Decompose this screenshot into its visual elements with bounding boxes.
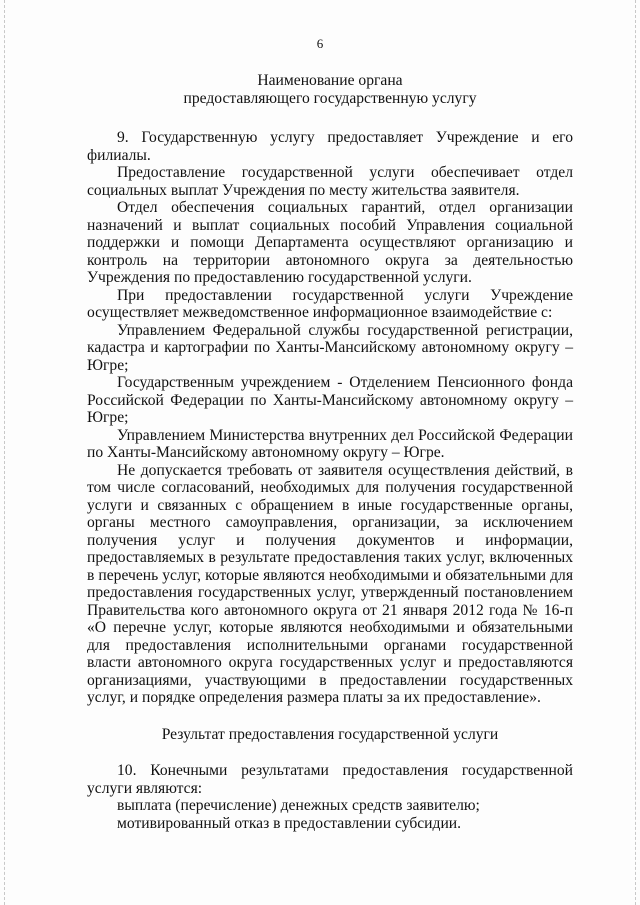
- spacer: [87, 707, 573, 726]
- page-number: 6: [316, 36, 324, 51]
- paragraph: Управлением Федеральной службы государственной регистрации, кадастра и картографии по Ханты-Мансийскому автономному округу – Югре;: [87, 321, 573, 374]
- spacer: [87, 743, 573, 762]
- paragraph: Отдел обеспечения социальных гарантий, отдел организации назначений и выплат социальных пособий Управления социальной поддержки и помощи Департамента осуществляют организацию и контроль на территории автономного округа за деятельностью Учреждения по предоставлению государственной услуги.: [87, 199, 573, 286]
- paragraph: 9. Государственную услугу предоставляет Учреждение и его филиалы.: [87, 129, 573, 164]
- scan-edge-left: [0, 0, 5, 905]
- section-heading-line: предоставляющего государственную услугу: [183, 89, 477, 107]
- paragraph: Не допускается требовать от заявителя осуществления действий, в том числе согласований, необходимых для получения государственной услуги и связанных с обращением в иные государственные органы, органы местного самоуправления, организации, за исключением получения услуг и получения документов и информации, предоставляемых в результате предоставления таких услуг, включенных в перечень услуг, которые являются необходимыми и обязательными для предоставления государственных услуг, утвержденный постановлением Правительства кого автономного округа от 21 января 2012 года № 16-п «О перечне услуг, которые являются необходимыми и обязательными для предоставления исполнительными органами государственной власти автономного округа государственных услуг и предоставляются организациями, участвующими в предоставлении государственных услуг, и порядке определения размера платы за их предоставление».: [87, 461, 573, 706]
- paragraph: выплата (перечисление) денежных средств заявителю;: [117, 797, 480, 814]
- paragraph: мотивированный отказ в предоставлении субсидии.: [117, 814, 462, 832]
- section-heading-authority: [87, 72, 573, 107]
- document-body: [87, 72, 573, 832]
- paragraph: Предоставление государственной услуги обеспечивает отдел социальных выплат Учреждения по месту жительства заявителя.: [87, 164, 573, 199]
- scan-edge-right: [635, 0, 640, 905]
- paragraph: Управлением Министерства внутренних дел Российской Федерации по Ханты-Мансийскому автономному округу – Югре.: [87, 426, 573, 461]
- paragraph: Государственным учреждением - Отделением Пенсионного фонда Российской Федерации по Ханты-Мансийскому автономному округу – Югре;: [87, 374, 573, 426]
- paragraph: 10. Конечными результатами предоставления государственной услуги являются:: [87, 762, 573, 797]
- spacer: [87, 107, 573, 129]
- section-heading-result: Результат предоставления государственной услуги: [161, 725, 499, 743]
- paragraph: При предоставлении государственной услуги Учреждение осуществляет межведомственное информационное взаимодействие с:: [87, 286, 573, 321]
- section-heading-line: Наименование органа: [257, 72, 403, 89]
